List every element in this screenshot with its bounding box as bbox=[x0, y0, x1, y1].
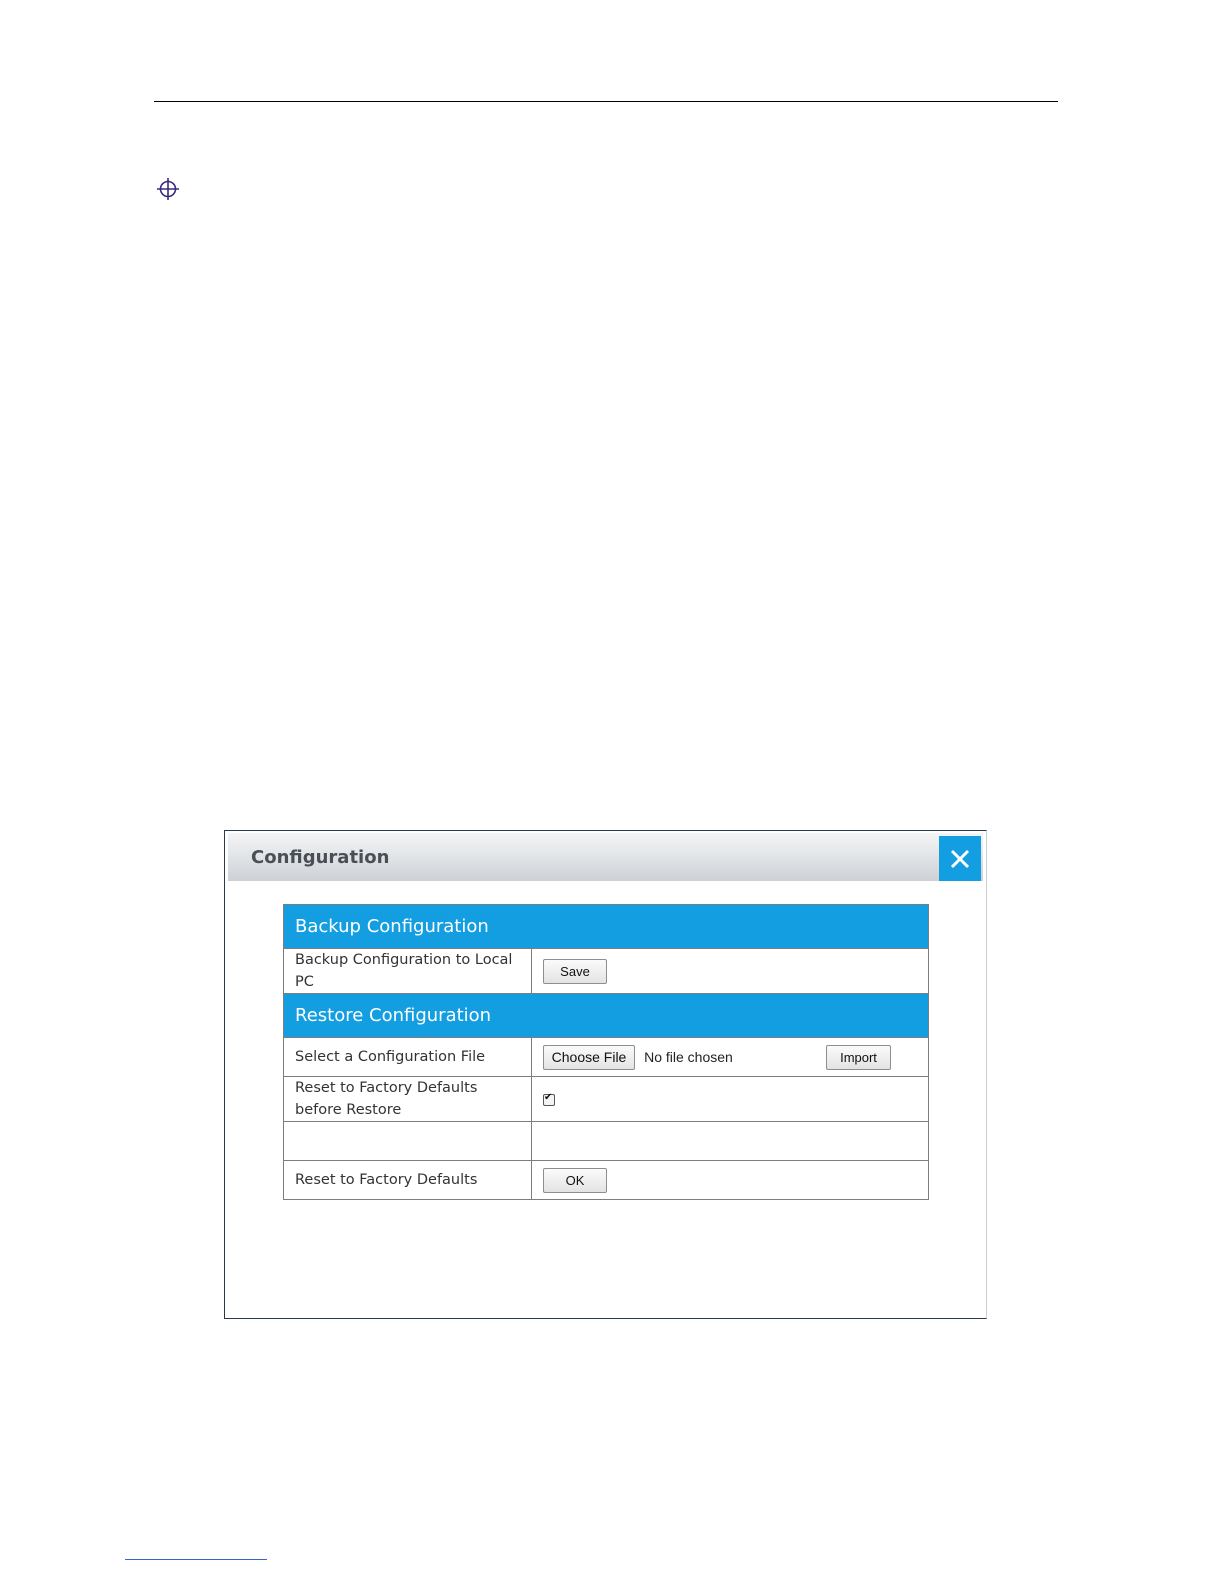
backup-section-header bbox=[284, 905, 929, 949]
crosshair-icon bbox=[156, 177, 180, 201]
import-button[interactable]: Import bbox=[826, 1045, 891, 1070]
select-file-label: Select a Configuration File bbox=[284, 1038, 532, 1077]
file-status-text: No file chosen bbox=[644, 1048, 733, 1065]
choose-file-button[interactable]: Choose File bbox=[543, 1045, 635, 1070]
table-row bbox=[284, 949, 929, 994]
backup-local-pc-label: Backup Configuration to Local PC bbox=[284, 949, 532, 994]
reset-before-restore-checkbox[interactable] bbox=[543, 1094, 555, 1106]
table-row bbox=[284, 1038, 929, 1077]
table-row bbox=[284, 1161, 929, 1200]
page-header-rule bbox=[154, 101, 1058, 102]
close-button[interactable] bbox=[939, 836, 981, 881]
dialog-title: Configuration bbox=[251, 847, 390, 868]
restore-section-title: Restore Configuration bbox=[284, 994, 929, 1038]
factory-reset-label: Reset to Factory Defaults bbox=[284, 1161, 532, 1200]
save-button[interactable]: Save bbox=[543, 959, 607, 984]
table-row bbox=[284, 1122, 929, 1161]
close-icon bbox=[949, 848, 971, 870]
ok-button[interactable]: OK bbox=[543, 1168, 607, 1193]
backup-section-title: Backup Configuration bbox=[284, 905, 929, 949]
empty-value-cell bbox=[532, 1122, 929, 1161]
restore-section-header bbox=[284, 994, 929, 1038]
backup-local-pc-value bbox=[532, 949, 929, 994]
footnote-rule bbox=[125, 1559, 267, 1560]
configuration-table bbox=[283, 904, 929, 1200]
reset-before-restore-value bbox=[532, 1077, 929, 1122]
factory-reset-value bbox=[532, 1161, 929, 1200]
reset-before-restore-label: Reset to Factory Defaults before Restore bbox=[284, 1077, 532, 1122]
table-row bbox=[284, 1077, 929, 1122]
empty-label-cell bbox=[284, 1122, 532, 1161]
dialog-header bbox=[228, 833, 983, 881]
select-file-value bbox=[532, 1038, 929, 1077]
